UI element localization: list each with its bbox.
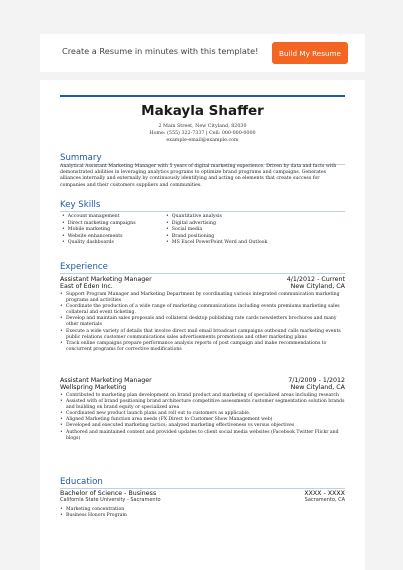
education-bullet: • Business Honors Program	[60, 513, 350, 519]
contact-email: example-email@example.com	[166, 138, 239, 143]
summary-heading: Summary	[60, 153, 102, 163]
skill-item: • Direct marketing campaigns	[62, 221, 136, 228]
job-bullet: • Support Program Manager and Marketing Department by coordinating various integrated communication marketing programs and activities	[60, 292, 350, 304]
banner-text: Create a Resume in minutes with this template!	[62, 46, 259, 56]
job-bullet: • Execute a wide variety of details that involve direct mail email broadcast campaigns outbound calls marketing events public relations customer communications sales advertisements promotions and other marketing plans	[60, 329, 350, 341]
contact-address: 2 Main Street, New Cityland, 82030	[158, 124, 247, 129]
job-bullet: • Developed and executed marketing tactics; analyzed marketing effectiveness vs versus objectives	[60, 423, 350, 429]
skill-item: • Quality dashboards	[62, 240, 136, 247]
job-bullet: • Track online campaigns prepare performance analysis reports of post campaign and make recommendations to concurrent programs for corrective modifications	[60, 341, 350, 353]
education-location: Sacramento, CA	[304, 497, 345, 503]
resume-name: Makayla Shaffer	[141, 103, 264, 119]
education-degree: Bachelor of Science - Business	[60, 490, 157, 497]
education-bullets	[60, 507, 350, 519]
skill-item: • Digital advertising	[166, 221, 267, 228]
skills-rule	[60, 211, 345, 212]
skill-item: • Brand positioning	[166, 234, 267, 241]
skill-item: • Quantitative analysis	[166, 214, 267, 221]
summary-text: Analytical Assistant Marketing Manager with 5 years of digital marketing experience. Driven by data and facts with demonstrated abilities in leveraging analytics programs to optimize brand programs and campaigns. Generates alliances internally and externally by continuously identifying and acting on elements that create success for companies and their customers suppliers and communities.	[60, 164, 337, 188]
skill-item: • Website enhancements	[62, 234, 136, 241]
skills-heading: Key Skills	[60, 200, 101, 210]
job-bullet: • Develop and maintain sales proposals and collateral desktop publishing rate cards newsletters brochures and many other materials	[60, 316, 350, 328]
job-company: East of Eden Inc.	[60, 283, 113, 290]
education-bullet: • Marketing concentration	[60, 507, 350, 513]
job-bullet: • Contributed to marketing plan development on brand product and marketing of specialized areas including research	[60, 393, 350, 399]
skill-item: • Mobile marketing	[62, 227, 136, 234]
job-bullet: • Authored and maintained content and provided updates to client social media websites (Facebook Twitter Flickr and blogs)	[60, 430, 350, 442]
job-bullet: • Aligned Marketing function area needs (FX Direct to Customer Show Management web)	[60, 417, 350, 423]
header-rule	[60, 95, 345, 97]
job-dates: 4/1/2012 - Current	[286, 276, 345, 283]
skills-list-right	[166, 214, 267, 247]
job-bullet: • Coordinated new product launch plans and roll out to customers as applicable.	[60, 411, 350, 417]
job-dates: 7/1/2009 - 1/2012	[288, 377, 345, 384]
skills-list-left	[62, 214, 136, 247]
job-company: Wellspring Marketing	[60, 384, 127, 391]
job-location: New Cityland, CA	[290, 283, 345, 290]
education-dates: XXXX - XXXX	[304, 490, 345, 497]
template-banner	[40, 34, 365, 72]
education-rule	[60, 488, 345, 489]
skill-item: • Social media	[166, 227, 267, 234]
job-bullet: • Coordinate the production of a wide range of marketing communications including events premiums marketing sales collateral and event ticketing.	[60, 304, 350, 316]
education-heading: Education	[60, 477, 103, 487]
job-bullet: • Assisted with of brand positioning brand architecture competitive assessments customer segmentation solution brands and building on brand equity or specialized area	[60, 399, 350, 411]
build-resume-button[interactable]: Build My Resume	[272, 42, 348, 64]
education-school: California State University - Sacramento	[60, 497, 161, 503]
contact-phone: Home: (555) 322-7337 | Cell: 000-000-0000	[149, 131, 256, 136]
job-location: New Cityland, CA	[290, 384, 345, 391]
skill-item: • MS Excel PowerPoint Word and Outlook	[166, 240, 267, 247]
skill-item: • Account management	[62, 214, 136, 221]
experience-heading: Experience	[60, 262, 108, 272]
resume-page	[40, 80, 365, 570]
experience-rule	[60, 273, 345, 274]
job-bullets	[60, 292, 350, 353]
job-title: Assistant Marketing Manager	[60, 377, 152, 384]
job-bullets	[60, 393, 350, 442]
job-title: Assistant Marketing Manager	[60, 276, 152, 283]
